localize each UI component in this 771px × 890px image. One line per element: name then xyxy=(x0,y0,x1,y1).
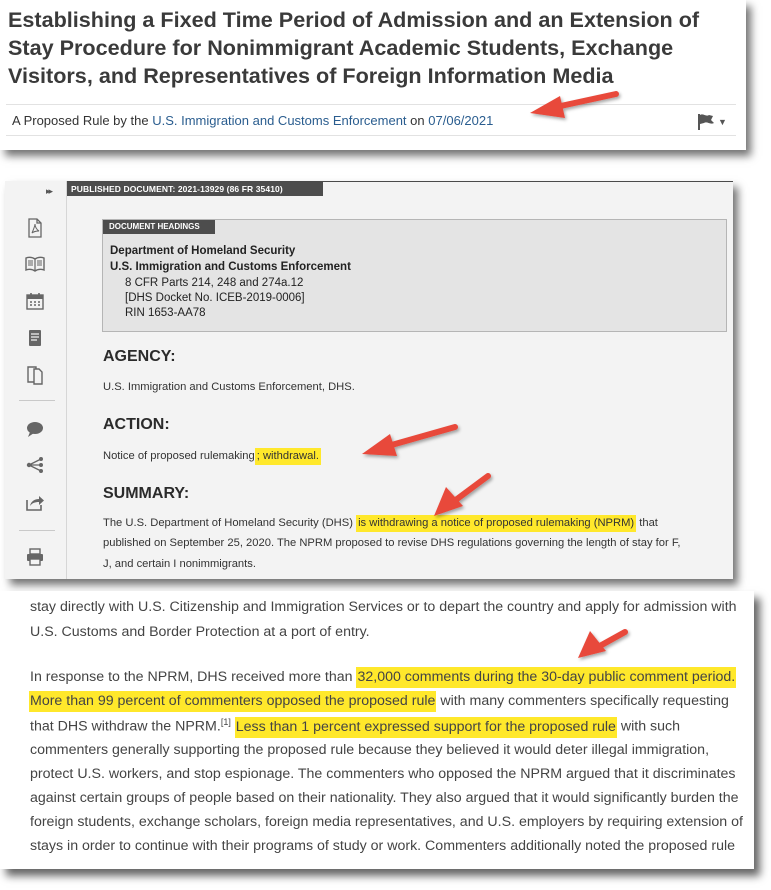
agency-link[interactable]: U.S. Immigration and Customs Enforcement xyxy=(152,113,407,128)
heading-department: Department of Homeland Security xyxy=(110,245,296,257)
document-headings-box xyxy=(102,219,727,332)
document-view-panel xyxy=(5,181,733,579)
action-highlight: ; withdrawal. xyxy=(255,448,321,465)
action-heading: ACTION: xyxy=(103,416,170,433)
comments-highlight: 32,000 comments during the 30-day public comment period. xyxy=(356,667,736,688)
heading-cfr-parts: 8 CFR Parts 214, 248 and 274a.12 xyxy=(125,277,304,289)
print-icon[interactable] xyxy=(25,547,45,567)
body-line-text: In response to the NPRM, DHS received more than xyxy=(30,669,357,685)
summary-line: J, and certain I nonimmigrants. xyxy=(103,558,256,570)
documents-icon[interactable] xyxy=(25,365,45,385)
byline-on: on xyxy=(410,113,425,128)
sidebar-divider xyxy=(19,400,55,401)
body-line-text: that DHS withdraw the NPRM. xyxy=(30,718,221,735)
calendar-icon[interactable] xyxy=(25,291,45,311)
flag-dropdown-button[interactable] xyxy=(696,111,728,131)
body-line: foreign students, exchange scholars, foreign media representatives, and U.S. employers by requiring extension of xyxy=(30,814,743,830)
body-line-text: with such xyxy=(616,718,681,735)
summary-line1-b: that xyxy=(636,517,658,529)
sidebar-divider xyxy=(19,530,55,531)
tools-sidebar xyxy=(5,181,67,579)
body-line-text: with many commenters specifically requesting xyxy=(436,693,729,709)
share-icon[interactable] xyxy=(25,455,45,475)
document-headings-label: DOCUMENT HEADINGS xyxy=(103,220,215,234)
heading-docket: [DHS Docket No. ICEB-2019-0006] xyxy=(125,292,305,304)
heading-agency: U.S. Immigration and Customs Enforcement xyxy=(110,261,351,273)
expand-sidebar-icon[interactable]: ▸▸ xyxy=(46,186,52,196)
published-document-label: PUBLISHED DOCUMENT: 2021-13929 (86 FR 35410) xyxy=(67,182,323,196)
agency-heading: AGENCY: xyxy=(103,348,176,365)
summary-highlight: is withdrawing a notice of proposed rulemaking (NPRM) xyxy=(356,515,636,532)
flag-icon xyxy=(696,113,716,131)
summary-line xyxy=(103,517,658,529)
pdf-icon[interactable] xyxy=(25,218,45,238)
chevron-down-icon: ▼ xyxy=(718,116,727,127)
comment-icon[interactable] xyxy=(25,419,45,439)
document-header-panel xyxy=(0,0,746,150)
summary-heading: SUMMARY: xyxy=(103,485,190,502)
byline xyxy=(12,113,493,128)
summary-line: published on September 25, 2020. The NPRM proposed to revise DHS regulations governing the length of stay for F, xyxy=(103,537,681,549)
body-line: commenters generally supporting the proposed rule because they believed it would deter illegal immigration, xyxy=(30,742,710,758)
action-text xyxy=(103,450,321,462)
byline-prefix: A Proposed Rule by the xyxy=(12,113,149,128)
heading-rin: RIN 1653-AA78 xyxy=(125,307,206,319)
summary-line1-a: The U.S. Department of Homeland Security (DHS) xyxy=(103,517,357,529)
body-text-panel xyxy=(0,591,754,869)
body-line: against certain groups of people based on their nationality. They also argued that it would significantly burden the xyxy=(30,790,739,806)
body-line xyxy=(30,669,736,685)
body-line: U.S. Customs and Border Protection at a port of entry. xyxy=(30,624,370,640)
action-text-plain: Notice of proposed rulemaking xyxy=(103,450,255,462)
agency-text: U.S. Immigration and Customs Enforcement, DHS. xyxy=(103,381,355,393)
body-line xyxy=(29,693,729,709)
published-document-header xyxy=(67,181,733,195)
body-line: stays in order to continue with their programs of study or work. Commenters additionally noted the proposed rule xyxy=(30,838,735,854)
document-title: Establishing a Fixed Time Period of Admission and an Extension of Stay Procedure for Nonimmigrant Academic Students, Exchange Visitors, and Representatives of Foreign Information Media xyxy=(8,7,700,88)
footnote-link[interactable]: [1] xyxy=(220,717,231,727)
date-link[interactable]: 07/06/2021 xyxy=(428,113,494,128)
printed-page-icon[interactable] xyxy=(25,328,45,348)
body-line xyxy=(30,717,680,735)
book-icon[interactable] xyxy=(25,254,45,274)
body-line: stay directly with U.S. Citizenship and Immigration Services or to depart the country and apply for admission with xyxy=(30,599,737,615)
body-line: protect U.S. workers, and stop espionage. The commenters who opposed the NPRM argued that it discriminates xyxy=(30,766,736,782)
byline-bar xyxy=(6,104,736,136)
export-icon[interactable] xyxy=(25,492,45,512)
support-highlight: Less than 1 percent expressed support for the proposed rule xyxy=(235,717,617,738)
opposed-highlight: More than 99 percent of commenters opposed the proposed rule xyxy=(29,691,436,712)
